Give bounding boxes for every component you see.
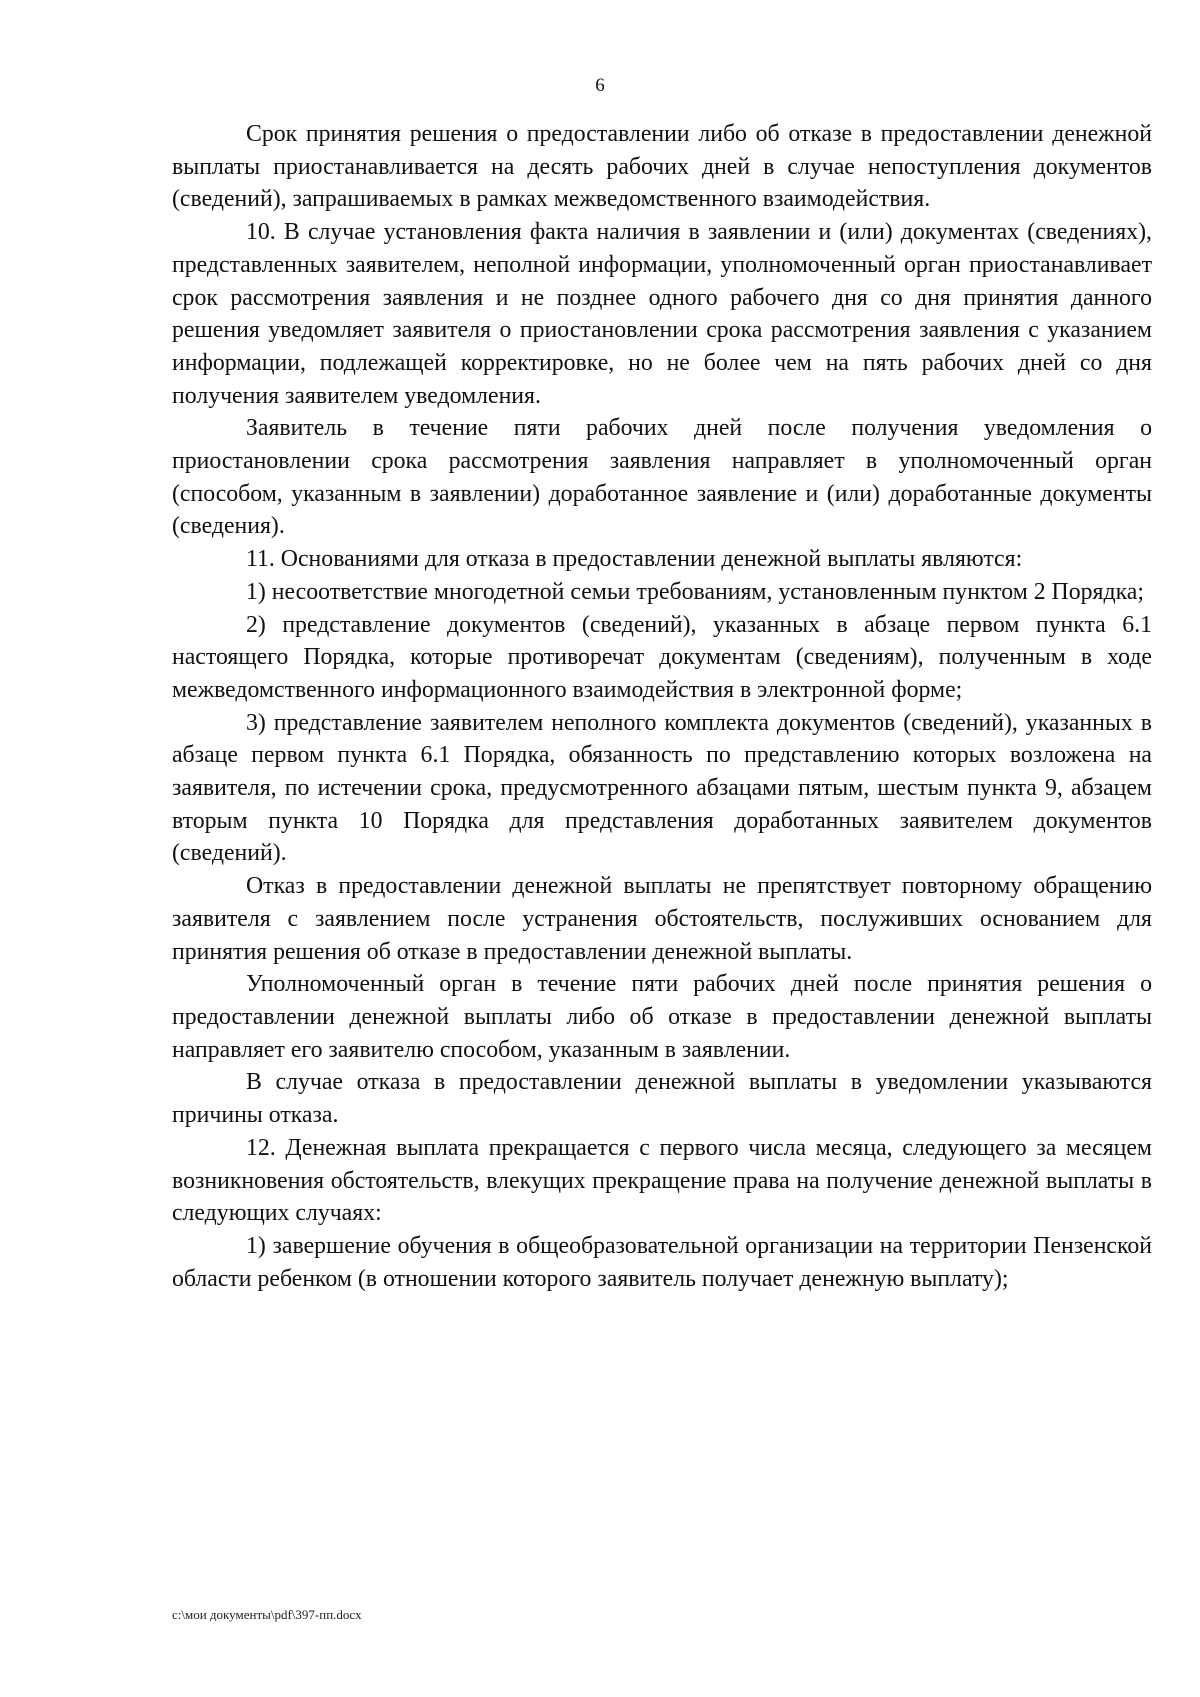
paragraph: 12. Денежная выплата прекращается с первого числа месяца, следующего за месяцем возникновения обстоятельств, влекущих прекращение права на получение денежной выплаты в следующих случаях: [172,1134,1152,1227]
paragraph: Отказ в предоставлении денежной выплаты не препятствует повторному обращению заявителя с заявлением после устранения обстоятельств, послуживших основанием для принятия решения об отказе в предоставлении денежной выплаты. [172,873,1152,965]
paragraph: Уполномоченный орган в течение пяти рабочих дней после принятия решения о предоставлении денежной выплаты либо об отказе в предоставлении денежной выплаты направляет его заявителю способом, указанным в заявлении. [172,971,1152,1063]
paragraph: Срок принятия решения о предоставлении либо об отказе в предоставлении денежной выплаты приостанавливается на десять рабочих дней в случае непоступления документов (сведений), запрашиваемых в рамках межведомственного взаимодействия. [172,121,1152,213]
paragraph: В случае отказа в предоставлении денежной выплаты в уведомлении указываются причины отказа. [172,1069,1152,1129]
paragraph: 1) несоответствие многодетной семьи требованиям, установленным пунктом 2 Порядка; [246,578,1144,605]
paragraph: 11. Основаниями для отказа в предоставлении денежной выплаты являются: [246,546,1023,573]
paragraph: 1) завершение обучения в общеобразовательной организации на территории Пензенской области ребенком (в отношении которого заявитель получает денежную выплату); [172,1232,1152,1292]
footer-file-path: c:\мои документы\pdf\397-пп.docx [172,1607,362,1622]
paragraph: 10. В случае установления факта наличия в заявлении и (или) документах (сведениях), представленных заявителем, неполной информации, уполномоченный орган приостанавливает срок рассмотрения заявления и не позднее одного рабочего дня со дня принятия данного решения уведомляет заявителя о приостановлении срока рассмотрения заявления с указанием информации, подлежащей корректировке, но не более чем на пять рабочих дней со дня получения заявителем уведомления. [172,219,1152,409]
page-number: 6 [595,75,605,96]
paragraph: Заявитель в течение пяти рабочих дней после получения уведомления о приостановлении срока рассмотрения заявления направляет в уполномоченный орган (способом, указанным в заявлении) доработанное заявление и (или) доработанные документы (сведения). [172,415,1152,540]
document-body [172,118,1152,1295]
paragraph: 3) представление заявителем неполного комплекта документов (сведений), указанных в абзаце первом пункта 6.1 Порядка, обязанность по представлению которых возложена на заявителя, по истечении срока, предусмотренного абзацами пятым, шестым пункта 9, абзацем вторым пункта 10 Порядка для представления доработанных заявителем документов (сведений). [172,709,1152,867]
paragraph: 2) представление документов (сведений), указанных в абзаце первом пункта 6.1 настоящего Порядка, которые противоречат документам (сведениям), полученным в ходе межведомственного информационного взаимодействия в электронной форме; [172,611,1152,703]
